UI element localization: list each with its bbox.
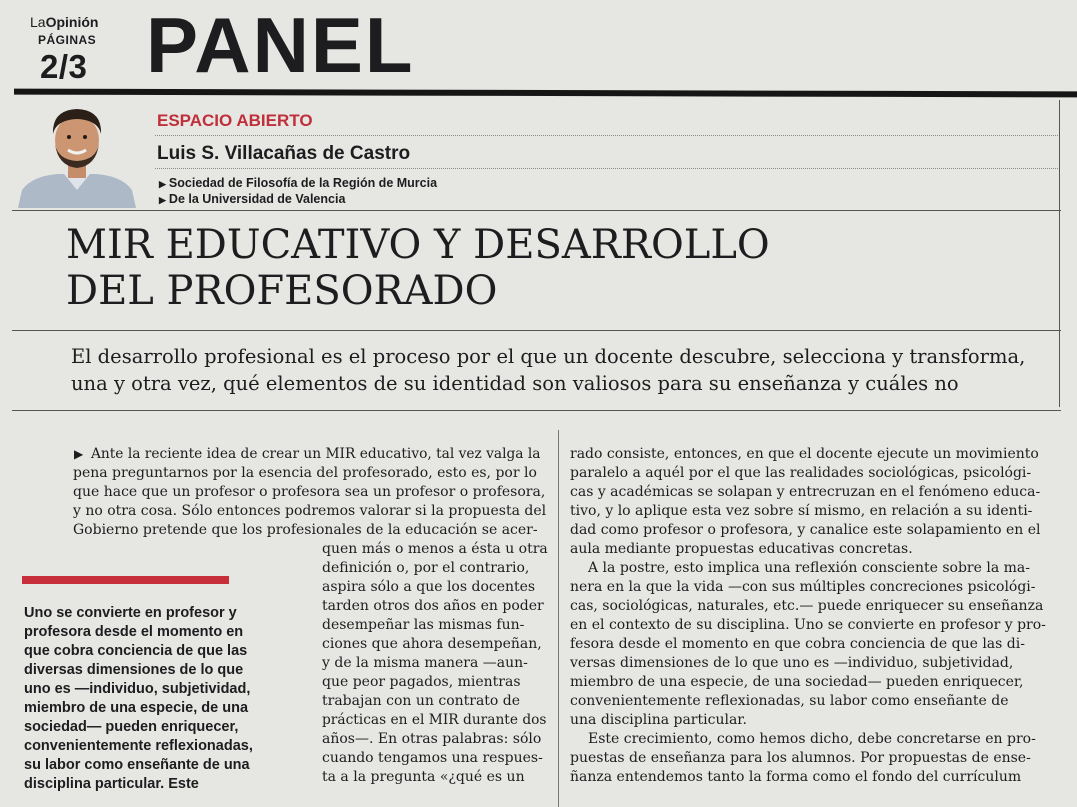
body-line: paralelo a aquél por el que las realidades sociológicas, psicológi- — [570, 465, 1032, 481]
triangle-bullet-icon: ▶ — [159, 195, 166, 205]
body-line: fesora desde el momento en que cobra conciencia de que las di- — [570, 636, 1025, 652]
body-line: Este crecimiento, como hemos dicho, debe concretarse en pro- — [588, 731, 1036, 747]
body-line: convenientemente reflexionadas, su labor como enseñante de — [570, 693, 1009, 709]
body-line: ñanza entendemos tanto la forma como el fondo del currículum — [570, 769, 1022, 785]
author-affiliation: ▶ Sociedad de Filosofía de la Región de Murcia — [159, 176, 438, 190]
pull-quote-bar — [22, 576, 229, 584]
body-line: pena preguntarnos por la esencia del profesorado, esto es, por lo — [73, 465, 537, 481]
section-rule — [12, 330, 1061, 331]
body-line: y no otra cosa. Sólo entonces podremos valorar si la propuesta del — [73, 503, 547, 519]
newspaper-brand: LaOpinión — [30, 14, 99, 30]
body-line: prácticas en el MIR durante dos — [322, 712, 547, 728]
body-line: que hace que un profesor o profesora sea un profesor o profesora, — [73, 484, 546, 500]
body-line: aula mediante propuestas educativas concretas. — [570, 541, 913, 557]
pull-quote-line: profesora desde el momento en — [24, 624, 244, 640]
pull-quote-line: miembro de una especie, de una — [24, 700, 249, 716]
section-title: PANEL — [146, 1, 415, 89]
body-line: cuando tengamos una respues- — [322, 750, 543, 766]
body-line: puestas de enseñanza para los alumnos. Por propuestas de ense- — [570, 750, 1031, 766]
pull-quote-line: diversas dimensiones de lo que — [24, 662, 244, 678]
body-line: cas, sociológicas, naturales, etc.— puede enriquecer su enseñanza — [570, 598, 1044, 614]
pull-quote-line: convenientemente reflexionadas, — [24, 738, 253, 754]
author-divider — [155, 168, 1060, 169]
body-line: ciones que ahora desempeñan, — [322, 636, 542, 652]
body-line: cas y académicas se solapan y entrecruzan en el fenómeno educa- — [570, 484, 1041, 500]
body-line: tivo, y lo aplique esta vez sobre sí mismo, en relación a su identi- — [570, 503, 1033, 519]
body-line: nera en la que la vida —con sus múltiples concreciones psicológi- — [570, 579, 1036, 595]
body-line: trabajan con un contrato de — [322, 693, 521, 709]
article-subheadline: El desarrollo profesional es el proceso por el que un docente descubre, selecciona y transforma, una y otra vez, qué elementos de su identidad son valiosos para su enseñanza y cuáles no — [71, 345, 1026, 395]
body-line: Gobierno pretende que los profesionales de la educación se acer- — [73, 522, 538, 538]
body-line: que peor pagados, mientras — [322, 674, 521, 690]
pull-quote-line: uno es —individuo, subjetividad, — [24, 681, 251, 697]
body-line: ta a la pregunta «¿qué es un — [322, 769, 525, 785]
body-line: aspira sólo a que los docentes — [322, 579, 536, 595]
article-headline: MIR EDUCATIVO Y DESARROLLO DEL PROFESORADO — [66, 222, 770, 314]
body-line: miembro de una especie, de una sociedad— pueden enriquecer, — [570, 674, 1024, 690]
body-line: rado consiste, entonces, en que el docente ejecute un movimiento — [570, 446, 1039, 462]
pull-quote-line: Uno se convierte en profesor y — [24, 605, 237, 621]
pages-label: PÁGINAS — [38, 33, 97, 47]
author-name: Luis S. Villacañas de Castro — [157, 143, 411, 164]
section-rule — [12, 210, 1061, 211]
body-line: quen más o menos a ésta u otra — [322, 541, 548, 557]
pull-quote-line: disciplina particular. Este — [24, 776, 199, 792]
author-photo — [18, 104, 136, 208]
pull-quote-line: que cobra conciencia de que las — [24, 643, 248, 659]
pull-quote-line: su labor como enseñante de una — [24, 757, 250, 773]
intro-marker-icon: ▶ — [74, 447, 84, 461]
pull-quote-line: sociedad— pueden enriquecer, — [24, 719, 239, 735]
body-line: Ante la reciente idea de crear un MIR educativo, tal vez valga la — [91, 446, 541, 462]
body-line: desempeñar las mismas fun- — [322, 617, 525, 633]
body-line: A la postre, esto implica una reflexión consciente sobre la ma- — [588, 560, 1030, 576]
body-line: versas dimensiones de lo que uno es —individuo, subjetividad, — [570, 655, 1014, 671]
pages-number: 2/3 — [40, 48, 88, 85]
section-rule — [12, 410, 1061, 411]
column-divider — [558, 430, 559, 807]
body-line: y de la misma manera —aun- — [322, 655, 528, 671]
body-line: años—. En otras palabras: sólo — [322, 731, 542, 747]
author-affiliation: ▶ De la Universidad de Valencia — [159, 192, 346, 206]
body-line: tarden otros dos años en poder — [322, 598, 544, 614]
body-line: en el contexto de su disciplina. Uno se convierte en profesor y pro- — [570, 617, 1046, 633]
triangle-bullet-icon: ▶ — [159, 179, 166, 189]
body-line: definición o, por el contrario, — [322, 560, 530, 576]
author-divider — [155, 135, 1060, 136]
opinion-label: ESPACIO ABIERTO — [157, 111, 313, 130]
body-line: una disciplina particular. — [570, 712, 747, 728]
body-line: dad como profesor o profesora, y canalice este solapamiento en el — [570, 522, 1041, 538]
masthead-rule — [14, 89, 1077, 98]
